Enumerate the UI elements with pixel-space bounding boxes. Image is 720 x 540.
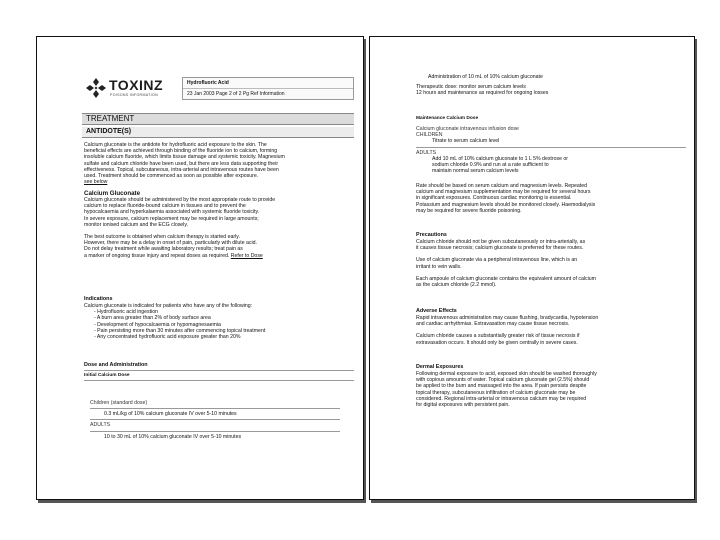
indications-lead: Calcium gluconate is indicated for patients who have any of the following: (84, 303, 253, 309)
children-note: Titrate to serum calcium level (432, 138, 500, 145)
adults-label: ADULTS (90, 422, 111, 429)
indication-item: - Pain persisting more than 30 minutes after commencing topical treatment (94, 327, 266, 334)
dose-heading: Dose and Administration (84, 362, 148, 368)
text-line: In severe exposure, calcium replacement may be required in large amounts; (84, 215, 259, 222)
text-line: Potassium and magnesium levels should be monitored closely. Haemodialysis (416, 201, 596, 208)
children-label: Children (standard dose) (90, 400, 148, 406)
indications-heading: Indications (84, 296, 113, 302)
divider (90, 408, 340, 409)
text-line: beneficial effects are achieved through binding of the fluoride ion to calcium, forming (84, 148, 278, 155)
initial-dose-heading: Initial Calcium Dose (84, 373, 130, 378)
text-span: a marker of ongoing tissue injury and repeat doses as required. (84, 252, 230, 259)
intro-link[interactable]: see below (84, 179, 108, 186)
divider (90, 431, 340, 432)
logo-icon (86, 78, 106, 98)
text-line: monitor ionised calcium and the ECG closely. (84, 221, 188, 228)
text-line: with copious amounts of water. Topical calcium gluconate gel (2.5%) should (416, 377, 590, 384)
children-label: CHILDREN (416, 132, 443, 139)
text-line: The best outcome is obtained when calcium therapy is started early. (84, 234, 240, 241)
text-line: insoluble calcium fluoride, which limits tissue damage and systemic toxicity. Magnesium (84, 154, 285, 161)
logo (82, 73, 174, 105)
text-line: Following dermal exposure to acid, exposed skin should be washed thoroughly (416, 371, 597, 377)
dermal-exposures-section (416, 364, 686, 408)
text-line: may be required for severe fluoride poisoning. (416, 207, 522, 214)
text-line: Calcium gluconate is the antidote for hydrofluoric acid exposure to the skin. The (84, 142, 267, 148)
adults-dose: 10 to 30 mL of 10% calcium gluconate IV over 5-10 minutes (104, 433, 242, 440)
adverse-effects-section (416, 308, 686, 346)
text-line: topical therapy, subcutaneous infiltration of calcium gluconate may be (416, 389, 576, 396)
text-line: Calcium chloride causes a substantially greater risk of tissue necrosis if (416, 333, 580, 340)
text-line: Calcium gluconate should be administered by the most appropriate route to provide (84, 197, 276, 203)
text-line: Rate should be based on serum calcium and magnesium levels. Repeated (416, 183, 587, 189)
text-line: calcium to replace fluoride-bound calcium in tissues and to prevent the (84, 203, 246, 210)
text-line: Administration of 10 mL of 10% calcium gluconate (428, 74, 543, 80)
text-line: hypocalcaemia and hyperkalaemia associated with systemic fluoride toxicity. (84, 209, 260, 216)
header-info-box (182, 77, 354, 100)
dose-section (84, 362, 354, 383)
text-line: and cardiac arrhythmias. Extravasation may cause tissue necrosis. (416, 321, 570, 328)
indications-section (84, 296, 354, 340)
text-line (84, 253, 354, 259)
maintenance-section (416, 116, 686, 174)
adults-label: ADULTS (416, 149, 437, 156)
divider (84, 380, 354, 381)
adults-note-line: sodium chloride 0.9% and run at a rate sufficient to (432, 162, 549, 169)
text-line: calcium and magnesium supplementation may be required for several hours (416, 189, 591, 196)
text-line: used. Treatment should be commenced as soon as possible after exposure. (84, 173, 259, 180)
dermal-heading: Dermal Exposures (416, 364, 464, 370)
children-dose: 0.3 mL/kg of 10% calcium gluconate IV over 5-10 minutes (104, 411, 237, 418)
initial-dose-box (90, 400, 340, 440)
text-line: However, there may be a delay in onset of pain, particularly with dilute acid. (84, 240, 258, 247)
divider (90, 419, 340, 420)
adverse-heading: Adverse Effects (416, 308, 457, 314)
text-line: extravasation occurs. It should only be given centrally in severe cases. (416, 339, 578, 346)
text-line: 12 hours and maintenance as required for ongoing losses (416, 90, 549, 97)
text-line: be applied to the burn and massaged into the area. If pain persists despite (416, 383, 587, 390)
document-date-line: 23 Jan 2003 Page 2 of 2 Pg Ref Information (187, 91, 285, 97)
section-treatment: TREATMENT (82, 113, 354, 125)
indication-item: - Hydrofluoric acid ingestion (94, 309, 159, 316)
calcium-gluconate-heading: Calcium Gluconate (84, 190, 141, 197)
antidote-intro (84, 142, 354, 185)
divider (416, 147, 686, 148)
text-line: effectiveness. Topical, subcutaneous, intra-arterial and intravenous routes have been (84, 166, 279, 173)
document-header (82, 73, 356, 107)
right-top-block (416, 74, 686, 97)
text-line: irritant to vein walls. (416, 263, 462, 270)
logo-tagline: POISONS INFORMATION (110, 93, 158, 97)
adults-note-line: Add 10 mL of 10% calcium gluconate to 1 L 5% dextrose or (432, 155, 569, 162)
logo-name: TOXINZ (109, 77, 164, 93)
maintenance-lead: Calcium gluconate intravenous infusion dose (416, 126, 519, 132)
text-line: considered. Regional intra-arterial or intravenous calcium may be required (416, 395, 587, 402)
precautions-heading: Precautions (416, 232, 447, 238)
text-line: Do not delay treatment while awaiting laboratory results; treat pain as (84, 246, 243, 253)
indication-item: - Any concentrated hydrofluoric acid exposure greater than 20% (94, 334, 241, 341)
document-title: Hydrofluoric Acid (183, 78, 353, 89)
precautions-section (416, 232, 686, 288)
text-line: Calcium chloride should not be given subcutaneously or intra-arterially, as (416, 239, 586, 245)
text-line: Use of calcium gluconate via a peripheral intravenous line, which is an (416, 257, 578, 264)
maintenance-heading: Maintenance Calcium Dose (416, 116, 479, 121)
adults-note-line: maintain normal serum calcium levels (432, 168, 519, 175)
rate-paragraph (416, 183, 686, 214)
text-line: Rapid intravenous administration may cause flushing, bradycardia, hypotension (416, 315, 599, 321)
text-line: in significant exposures. Continuous cardiac monitoring is essential. (416, 195, 572, 202)
text-line: sulfate and calcium chloride have been used, but there are less data supporting their (84, 160, 279, 167)
indication-item: - Development of hypocalcaemia or hypomagnesaemia (94, 321, 221, 328)
text-line: as the calcium chloride (2.2 mmol). (416, 282, 497, 289)
calcium-gluconate-section (84, 190, 354, 259)
text-line: for digital exposures with persistent pain. (416, 402, 510, 409)
indication-item: - A burn area greater than 2% of body surface area (94, 315, 211, 322)
text-line: Therapeutic dose: monitor serum calcium levels (416, 84, 526, 91)
divider (84, 370, 354, 371)
text-line: Each ampoule of calcium gluconate contains the equivalent amount of calcium (416, 275, 596, 282)
text-line: it causes tissue necrosis; calcium gluconate is preferred for these routes. (416, 245, 584, 252)
text-line (84, 179, 354, 185)
dose-link[interactable]: Refer to Dose (230, 252, 263, 259)
section-antidotes: ANTIDOTE(S) (82, 127, 354, 138)
